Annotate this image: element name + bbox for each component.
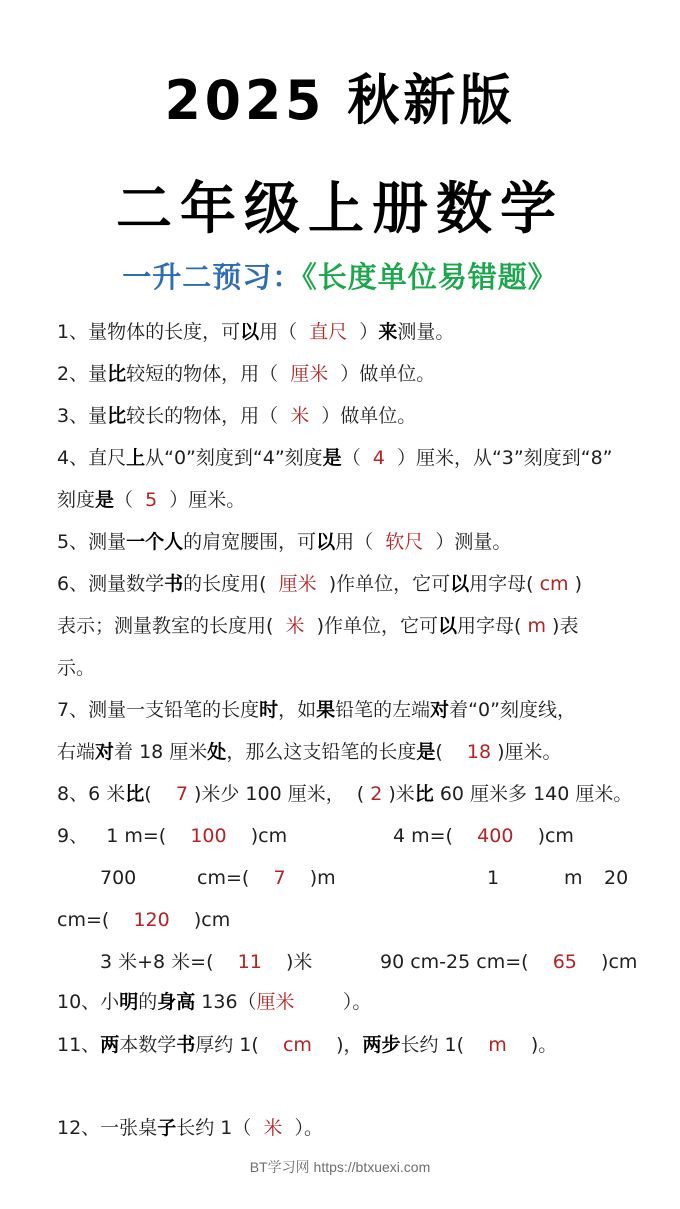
question-5: 5、测量一个人的肩宽腰围，可以用（ 软尺 ）测量。 <box>57 531 512 553</box>
answer: 直尺 <box>309 321 348 343</box>
answer: 米 <box>290 405 310 427</box>
question-9-row2-r3: 20 <box>604 867 629 889</box>
answer: m <box>527 615 546 637</box>
answer: 65 <box>552 951 577 973</box>
answer: 100 <box>190 825 227 847</box>
page-title-subject: 二年级上册数学 <box>116 177 564 242</box>
question-2: 2、量比较短的物体，用（ 厘米 ）做单位。 <box>57 363 436 385</box>
question-7-cont: 右端对着 18 厘米处，那么这支铅笔的长度是( 18 )厘米。 <box>57 741 562 763</box>
question-9-row2-r2: m <box>564 867 583 889</box>
answer: cm <box>282 1034 312 1056</box>
question-4: 4、直尺上从“0”刻度到“4”刻度是（ 4 ）厘米，从“3”刻度到“8” <box>57 447 613 469</box>
answer: cm <box>539 573 569 595</box>
question-6-cont: 表示；测量教室的长度用( 米 )作单位，它可以用字母( m )表 <box>57 615 579 637</box>
answer: 米 <box>285 615 305 637</box>
question-6: 6、测量数学书的长度用( 厘米 )作单位，它可以用字母( cm ) <box>57 573 583 595</box>
question-9-row2-num: 700 <box>100 867 137 889</box>
page-subtitle <box>0 255 680 296</box>
question-7: 7、测量一支铅笔的长度时，如果铅笔的左端对着“0”刻度线， <box>57 699 576 721</box>
answer: 400 <box>477 825 514 847</box>
question-4-cont: 刻度是（ 5 ）厘米。 <box>57 489 246 511</box>
page-title-year: 2025 秋新版 <box>164 69 516 133</box>
answer: 2 <box>370 783 383 805</box>
question-9-row1-right: 4 m=( 400 )cm <box>393 825 574 847</box>
question-6-end: 示。 <box>57 657 96 679</box>
question-8: 8、6 米比( 7 )米少 100 厘米， ( 2 )米比 60 厘米多 140 厘米。 <box>57 783 633 805</box>
answer: 米 <box>263 1117 283 1139</box>
question-9-row4-right: 90 cm-25 cm=( 65 )cm <box>380 951 638 973</box>
question-10: 10、小明的身高 136（厘米 ）。 <box>57 991 372 1013</box>
question-12: 12、一张桌子长约 1（ 米 ）。 <box>57 1117 324 1139</box>
subtitle-prefix: 一升二预习： <box>122 260 303 294</box>
subtitle-main: 《长度单位易错题》 <box>302 260 558 294</box>
answer: 120 <box>133 909 170 931</box>
answer: 软尺 <box>385 531 424 553</box>
question-9-row2-left: cm=( 7 )m <box>197 867 336 889</box>
answer: 厘米 <box>256 991 295 1013</box>
answer: 厘米 <box>278 573 317 595</box>
answer: 厘米 <box>290 363 329 385</box>
footer-watermark: BT学习网 https://btxuexi.com <box>249 1159 431 1175</box>
answer: 5 <box>145 489 158 511</box>
answer: 11 <box>237 951 262 973</box>
question-1: 1、量物体的长度，可以用（ 直尺 ）来测量。 <box>57 321 455 343</box>
question-9-row4-left: 3 米+8 米=( 11 )米 <box>100 951 313 973</box>
answer: 7 <box>273 867 286 889</box>
answer: 4 <box>372 447 385 469</box>
question-9-row1-left: 9、 1 m=( 100 )cm <box>57 825 288 847</box>
answer: 7 <box>175 783 188 805</box>
answer: 18 <box>466 741 492 763</box>
question-11: 11、两本数学书厚约 1( cm )，两步长约 1( m )。 <box>57 1034 558 1056</box>
question-3: 3、量比较长的物体，用（ 米 ）做单位。 <box>57 405 417 427</box>
answer: m <box>488 1034 507 1056</box>
question-9-row2-r1: 1 <box>487 867 500 889</box>
question-9-row3: cm=( 120 )cm <box>57 909 231 931</box>
